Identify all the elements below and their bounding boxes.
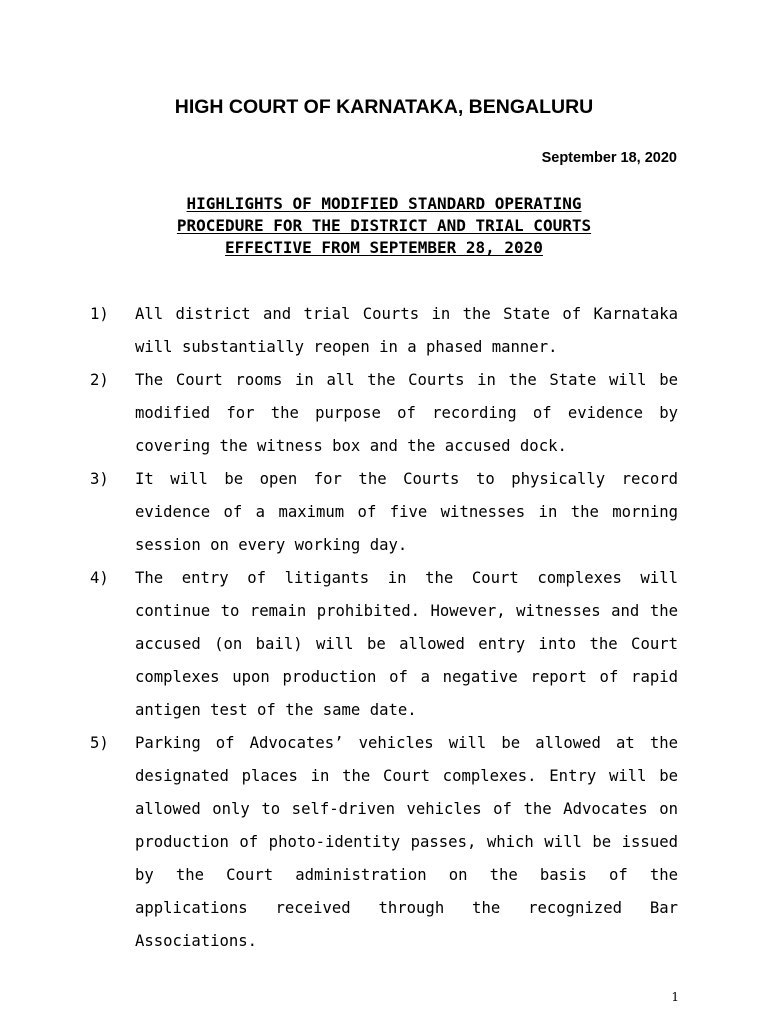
item-text: All district and trial Courts in the State of Karnataka will substantially reopen in a phased manner. <box>135 305 678 356</box>
item-number: 4) <box>90 569 109 587</box>
item-text: Parking of Advocates’ vehicles will be allowed at the designated places in the Court complexes. Entry will be allowed only to self-driven vehicles of the Advocates on production of photo-identity passes, which will be issued by the Court administration on the basis of the applications received through the recognized Bar Associations. <box>135 734 678 950</box>
item-number: 5) <box>90 734 109 752</box>
page-number: 1 <box>671 990 679 1004</box>
list-item <box>90 463 678 562</box>
heading-line: PROCEDURE FOR THE DISTRICT AND TRIAL COURTS <box>176 216 592 235</box>
list-item <box>90 364 678 463</box>
item-text: The entry of litigants in the Court complexes will continue to remain prohibited. However, witnesses and the accused (on bail) will be allowed entry into the Court complexes upon production of a negative report of rapid antigen test of the same date. <box>135 569 678 719</box>
heading-line: HIGHLIGHTS OF MODIFIED STANDARD OPERATING <box>186 194 582 213</box>
item-number: 3) <box>90 470 109 488</box>
court-title: HIGH COURT OF KARNATAKA, BENGALURU <box>174 96 594 118</box>
item-number: 2) <box>90 371 109 389</box>
list-item <box>90 562 678 727</box>
list-item <box>90 727 678 958</box>
highlights-list <box>90 298 678 958</box>
list-item <box>90 298 678 364</box>
heading-line: EFFECTIVE FROM SEPTEMBER 28, 2020 <box>225 238 543 257</box>
item-text: It will be open for the Courts to physically record evidence of a maximum of five witnesses in the morning session on every working day. <box>135 470 678 554</box>
document-heading <box>0 193 768 259</box>
item-text: The Court rooms in all the Courts in the State will be modified for the purpose of recording of evidence by covering the witness box and the accused dock. <box>135 371 678 455</box>
document-date: September 18, 2020 <box>541 150 677 166</box>
item-number: 1) <box>90 305 109 323</box>
